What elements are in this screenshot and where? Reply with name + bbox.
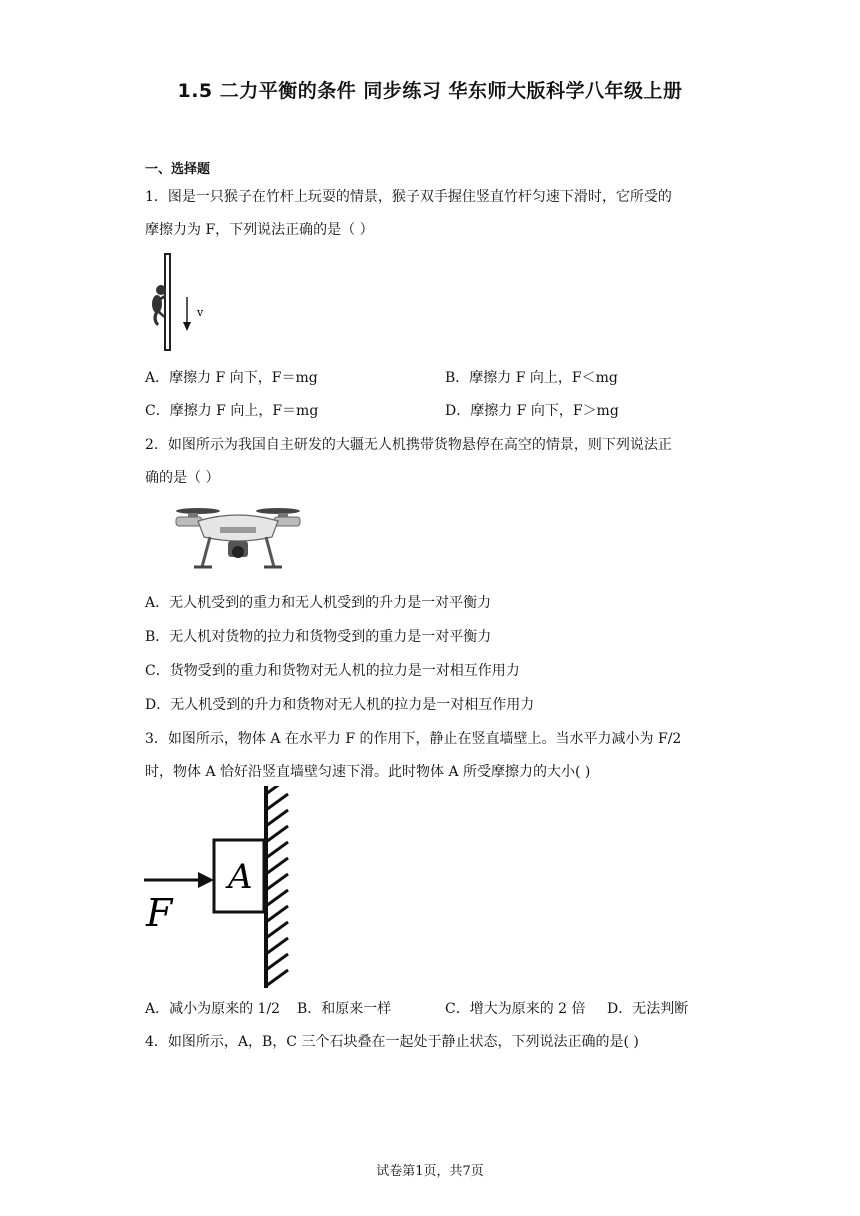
- question-1-option-d[interactable]: D．摩擦力 F 向下，F＞mg: [445, 403, 619, 419]
- question-1-option-c[interactable]: C．摩擦力 F 向上，F＝mg: [145, 403, 319, 419]
- question-4-stem-line-1: 4．如图所示，A，B，C 三个石块叠在一起处于静止状态，下列说法正确的是( ): [145, 1034, 639, 1050]
- question-1-stem-line-1: 1．图是一只猴子在竹杆上玩耍的情景，猴子双手握住竖直竹杆匀速下滑时，它所受的: [145, 189, 672, 205]
- block-a-label: A: [228, 857, 253, 897]
- force-arrowhead: [198, 872, 214, 888]
- drone-icon: [176, 508, 300, 567]
- wall-hatching: [266, 786, 288, 986]
- question-2-option-d[interactable]: D．无人机受到的升力和货物对无人机的拉力是一对相互作用力: [145, 697, 535, 713]
- monkey-icon: [152, 285, 166, 326]
- question-1-option-b[interactable]: B．摩擦力 F 向上，F＜mg: [445, 370, 618, 386]
- question-3-stem-line-2: 时，物体 A 恰好沿竖直墙壁匀速下滑。此时物体 A 所受摩擦力的大小( ): [145, 764, 591, 780]
- drone-figure: [168, 497, 308, 579]
- question-3-stem-line-1: 3．如图所示，物体 A 在水平力 F 的作用下，静止在竖直墙壁上。当水平力减小为 F/2: [145, 731, 682, 747]
- page-title: 1.5 二力平衡的条件 同步练习 华东师大版科学八年级上册: [177, 80, 683, 102]
- question-2-option-c[interactable]: C．货物受到的重力和货物对无人机的拉力是一对相互作用力: [145, 663, 520, 679]
- page-footer: 试卷第1页，共7页: [376, 1164, 484, 1179]
- force-label: F: [146, 891, 173, 935]
- section-heading: 一、选择题: [145, 162, 211, 177]
- question-3-option-b[interactable]: B．和原来一样: [297, 1001, 392, 1017]
- monkey-pole-figure: [145, 252, 215, 352]
- question-3-option-a[interactable]: A．减小为原来的 1/2: [145, 1001, 281, 1017]
- bamboo-pole: [165, 254, 170, 350]
- question-1-option-a[interactable]: A．摩擦力 F 向下，F＝mg: [145, 370, 318, 386]
- question-2-stem-line-1: 2．如图所示为我国自主研发的大疆无人机携带货物悬停在高空的情景，则下列说法正: [145, 437, 672, 453]
- wall-block-figure: [142, 786, 302, 988]
- question-2-option-b[interactable]: B．无人机对货物的拉力和货物受到的重力是一对平衡力: [145, 629, 492, 645]
- question-2-option-a[interactable]: A．无人机受到的重力和无人机受到的升力是一对平衡力: [145, 595, 492, 611]
- velocity-label: v: [197, 306, 204, 319]
- velocity-arrowhead: [183, 322, 191, 331]
- question-3-option-c[interactable]: C．增大为原来的 2 倍: [445, 1001, 586, 1017]
- question-2-stem-line-2: 确的是（ ）: [145, 470, 220, 486]
- question-1-stem-line-2: 摩擦力为 F，下列说法正确的是（ ）: [145, 222, 374, 238]
- question-3-option-d[interactable]: D．无法判断: [607, 1001, 689, 1017]
